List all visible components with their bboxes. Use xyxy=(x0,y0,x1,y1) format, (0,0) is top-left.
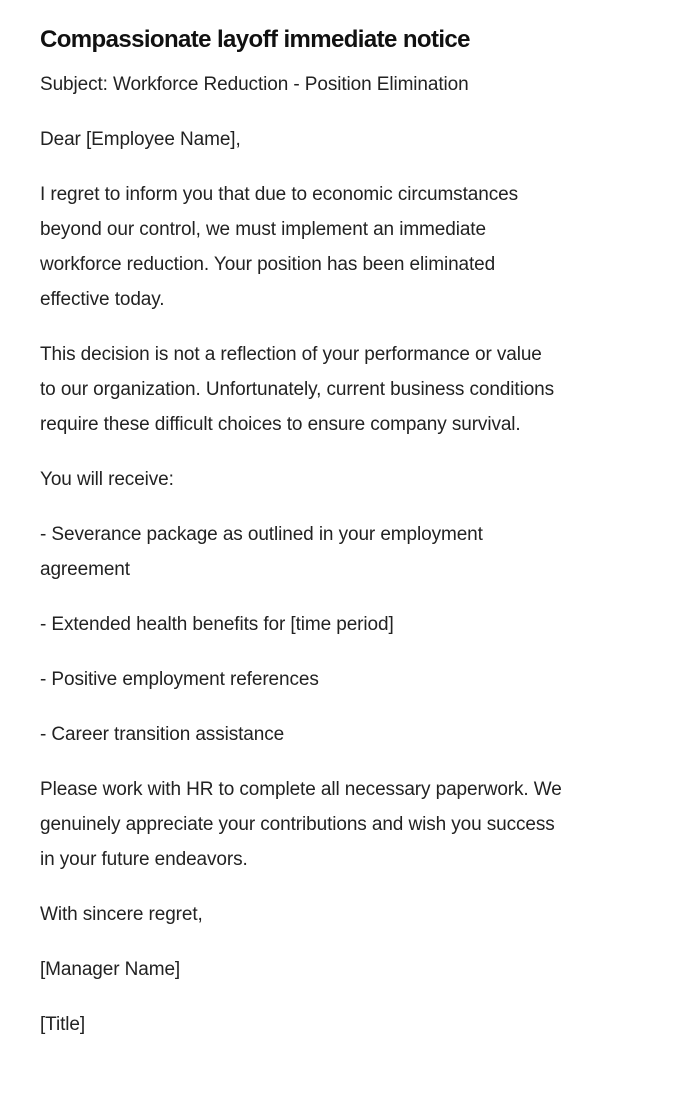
manager-title: [Title] xyxy=(40,1014,86,1035)
subject-line: Subject: Workforce Reduction - Position Elimination xyxy=(40,74,469,95)
text-line: Please work with HR to complete all necessary paperwork. We xyxy=(40,779,562,800)
benefit-item-health xyxy=(40,607,660,642)
text-line: This decision is not a reflection of your performance or value xyxy=(40,344,542,365)
text-line: beyond our control, we must implement an immediate xyxy=(40,219,486,240)
text-line: require these difficult choices to ensure company survival. xyxy=(40,414,521,435)
document-title: Compassionate layoff immediate notice xyxy=(40,26,470,53)
text-line: in your future endeavors. xyxy=(40,849,248,870)
text-line: agreement xyxy=(40,559,130,580)
paragraph-notice xyxy=(40,177,660,317)
text-line: - Severance package as outlined in your employment xyxy=(40,524,483,545)
sign-off: With sincere regret, xyxy=(40,904,203,925)
text-line: - Extended health benefits for [time period] xyxy=(40,614,394,635)
text-line: - Career transition assistance xyxy=(40,724,285,745)
paragraph-closing xyxy=(40,772,660,877)
text-line: genuinely appreciate your contributions and wish you success xyxy=(40,814,555,835)
benefit-item-references xyxy=(40,662,660,697)
manager-name: [Manager Name] xyxy=(40,959,181,980)
text-line: - Positive employment references xyxy=(40,669,319,690)
benefit-item-severance xyxy=(40,517,660,587)
text-line: effective today. xyxy=(40,289,165,310)
text-line: I regret to inform you that due to economic circumstances xyxy=(40,184,518,205)
benefits-intro: You will receive: xyxy=(40,469,174,490)
paragraph-reassurance xyxy=(40,337,660,442)
salutation: Dear [Employee Name], xyxy=(40,129,241,150)
text-line: workforce reduction. Your position has been eliminated xyxy=(40,254,496,275)
benefit-item-career xyxy=(40,717,660,752)
text-line: to our organization. Unfortunately, current business conditions xyxy=(40,379,555,400)
